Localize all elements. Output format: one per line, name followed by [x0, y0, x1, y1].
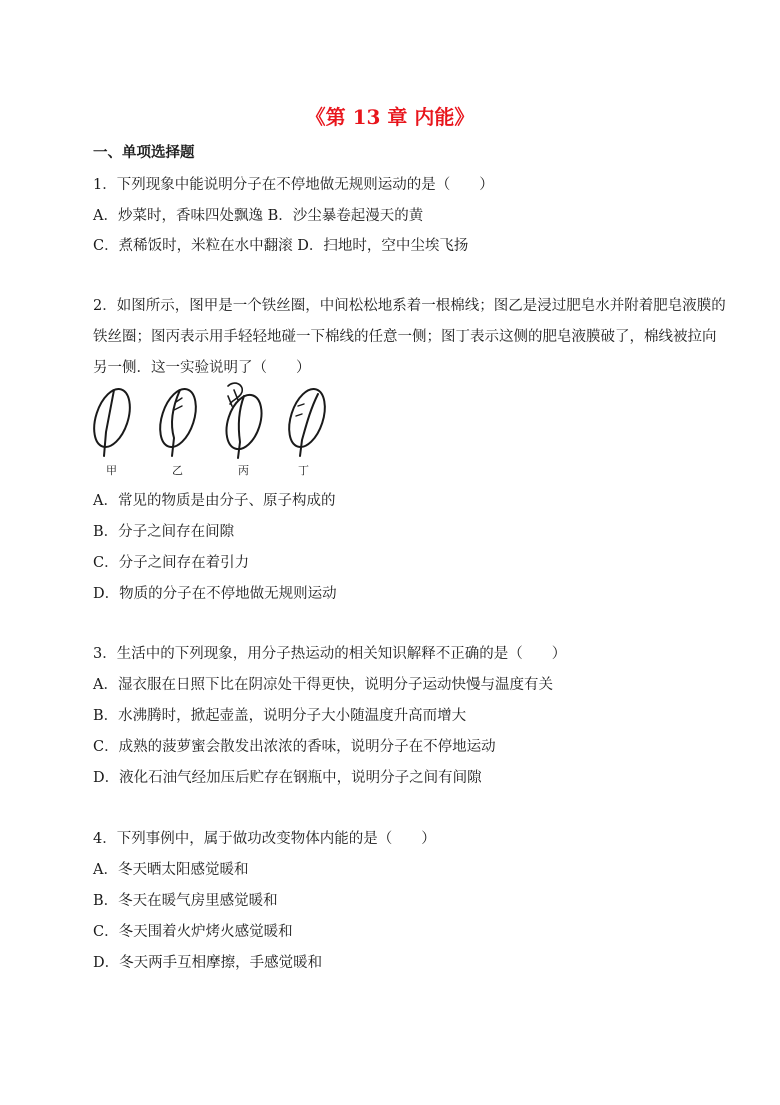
- q2-option-c: C．分子之间存在着引力: [93, 555, 250, 571]
- label-jia: 甲: [106, 464, 117, 477]
- q2-option-a: A．常见的物质是由分子、原子构成的: [93, 493, 336, 509]
- q4-option-c: C．冬天围着火炉烤火感觉暖和: [93, 924, 293, 940]
- q2-stem-line-3: 另一侧．这一实验说明了（ ）: [93, 360, 311, 376]
- q4-option-d: D．冬天两手互相摩擦，手感觉暖和: [93, 955, 323, 971]
- q3-stem: 3．生活中的下列现象，用分子热运动的相关知识解释不正确的是（ ）: [93, 646, 567, 662]
- q2-stem-line-1: 2．如图所示，图甲是一个铁丝圈，中间松松地系着一根棉线；图乙是浸过肥皂水并附着肥皂液膜的: [93, 298, 726, 314]
- q1-stem: 1．下列现象中能说明分子在不停地做无规则运动的是（ ）: [93, 177, 494, 193]
- q2-option-b: B．分子之间存在间隙: [93, 524, 235, 540]
- q4-stem: 4．下列事例中，属于做功改变物体内能的是（ ）: [93, 831, 436, 847]
- label-ding: 丁: [298, 464, 309, 477]
- loop-ding: [283, 385, 332, 456]
- label-bing: 丙: [238, 464, 249, 477]
- loop-bing: [220, 383, 268, 458]
- q3-option-c: C．成熟的菠萝蜜会散发出浓浓的香味，说明分子在不停地运动: [93, 739, 496, 755]
- q1-options-ab: A．炒菜时，香味四处飘逸 B．沙尘暴卷起漫天的黄: [93, 208, 424, 224]
- q4-option-b: B．冬天在暖气房里感觉暖和: [93, 893, 278, 909]
- section-heading: 一、单项选择题: [93, 144, 195, 161]
- q2-option-d: D．物质的分子在不停地做无规则运动: [93, 586, 337, 602]
- q1-options-cd: C．煮稀饭时，米粒在水中翻滚 D．扫地时，空中尘埃飞扬: [93, 238, 469, 254]
- wire-loop-figure: [92, 378, 332, 478]
- chapter-title: 《第 13 章 内能》: [305, 105, 475, 129]
- q3-option-a: A．湿衣服在日照下比在阴凉处干得更快，说明分子运动快慢与温度有关: [93, 677, 553, 693]
- q3-option-b: B．水沸腾时，掀起壶盖，说明分子大小随温度升高而增大: [93, 708, 467, 724]
- loop-jia: [92, 385, 136, 456]
- q2-stem-line-2: 铁丝圈；图丙表示用手轻轻地碰一下棉线的任意一侧；图丁表示这侧的肥皂液膜破了，棉线被拉向: [93, 329, 717, 345]
- label-yi: 乙: [172, 464, 183, 477]
- loop-yi: [154, 385, 203, 456]
- q3-option-d: D．液化石油气经加压后贮存在钢瓶中，说明分子之间有间隙: [93, 770, 482, 786]
- q4-option-a: A．冬天晒太阳感觉暖和: [93, 862, 249, 878]
